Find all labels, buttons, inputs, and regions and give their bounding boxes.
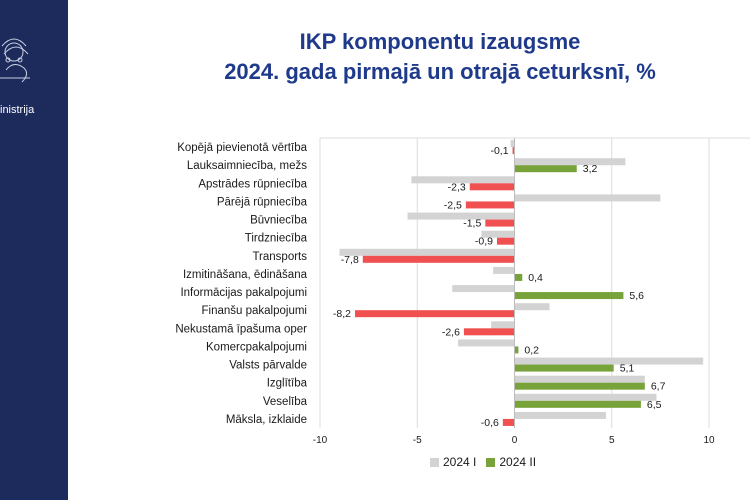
data-label: 0,4 xyxy=(528,271,543,284)
bar-2024-II xyxy=(503,419,515,426)
bar-2024-I xyxy=(408,213,515,220)
bar-2024-I xyxy=(515,194,661,201)
category-label: Transports xyxy=(252,250,307,263)
bar-2024-I xyxy=(515,158,626,165)
bar-2024-II xyxy=(470,183,515,190)
legend-item-series1 xyxy=(430,455,476,469)
bar-2024-I xyxy=(515,376,645,383)
x-tick-label: 5 xyxy=(608,435,615,446)
bar-2024-I xyxy=(515,394,657,401)
data-label: 6,7 xyxy=(650,380,666,393)
category-label: Lauksaimniecība, mežs xyxy=(186,160,307,173)
data-label: 0,2 xyxy=(524,344,539,357)
x-tick-label: 0 xyxy=(511,435,518,446)
data-label: -0,9 xyxy=(474,235,493,248)
category-label: Informācijas pakalpojumi xyxy=(180,287,307,300)
data-label: -1,5 xyxy=(463,217,482,230)
bar-2024-I xyxy=(511,140,515,147)
bar-2024-II xyxy=(515,274,523,281)
data-label: -0,1 xyxy=(490,145,509,158)
bar-2024-II xyxy=(515,401,641,408)
category-label: Māksla, izklaide xyxy=(225,413,307,426)
bar-2024-I xyxy=(491,321,514,328)
x-tick-label: -10 xyxy=(312,435,328,446)
legend-swatch-series2 xyxy=(486,458,495,467)
category-label: Izglītība xyxy=(266,377,307,390)
data-label: 3,2 xyxy=(582,163,598,176)
legend-item-series2 xyxy=(486,455,536,469)
data-label: -0,6 xyxy=(480,416,499,429)
legend-swatch-series1 xyxy=(430,458,439,467)
bar-2024-II xyxy=(355,310,514,317)
x-tick-label: -5 xyxy=(412,435,422,446)
bar-2024-II xyxy=(515,292,624,299)
bar-2024-II xyxy=(466,201,515,208)
bar-2024-II xyxy=(363,256,515,263)
category-label: Komercpakalpojumi xyxy=(206,341,307,354)
category-label: Izmitināšana, ēdināšana xyxy=(182,268,307,281)
bar-2024-II xyxy=(464,328,515,335)
data-label: 6,5 xyxy=(646,398,662,411)
data-label: -2,6 xyxy=(441,326,460,339)
category-label: Apstrādes rūpniecība xyxy=(198,178,307,191)
data-label: -7,8 xyxy=(340,253,359,266)
chart-legend xyxy=(430,455,536,469)
legend-label-series1: 2024 I xyxy=(443,455,477,469)
chart-title-line2: 2024. gada pirmajā un otrajā ceturksnī, % xyxy=(224,59,656,84)
bar-2024-I xyxy=(515,358,704,365)
bar-2024-II xyxy=(485,220,514,227)
bar-2024-I xyxy=(515,303,550,310)
chart-title-line1: IKP komponentu izaugsme xyxy=(299,29,581,54)
bar-2024-I xyxy=(515,412,606,419)
bar-2024-II xyxy=(515,365,614,372)
category-label: Kopējā pievienotā vērtība xyxy=(177,142,307,155)
category-label: Finanšu pakalpojumi xyxy=(201,305,307,318)
ministry-name: inistrija xyxy=(0,104,35,116)
data-label: -8,2 xyxy=(332,308,352,321)
category-label: Pārējā rūpniecība xyxy=(216,196,307,209)
category-label: Veselība xyxy=(262,395,307,408)
bar-2024-I xyxy=(493,267,514,274)
bar-2024-I xyxy=(339,249,514,256)
bar-2024-II xyxy=(515,346,519,353)
legend-label-series2: 2024 II xyxy=(499,455,537,469)
data-label: 5,6 xyxy=(629,290,645,303)
bar-2024-II xyxy=(497,238,515,245)
bar-2024-I xyxy=(458,339,514,346)
data-label: -2,3 xyxy=(447,181,466,194)
category-label: Nekustamā īpašuma oper xyxy=(175,323,307,336)
category-label: Tirdzniecība xyxy=(244,232,307,245)
bar-2024-II xyxy=(515,383,645,390)
bar-2024-I xyxy=(452,285,514,292)
bar-2024-II xyxy=(515,165,577,172)
category-label: Valsts pārvalde xyxy=(229,359,307,372)
data-label: -2,5 xyxy=(443,199,462,212)
category-label: Būvniecība xyxy=(250,214,307,227)
data-label: 5,1 xyxy=(619,362,635,375)
x-tick-label: 10 xyxy=(703,435,715,446)
